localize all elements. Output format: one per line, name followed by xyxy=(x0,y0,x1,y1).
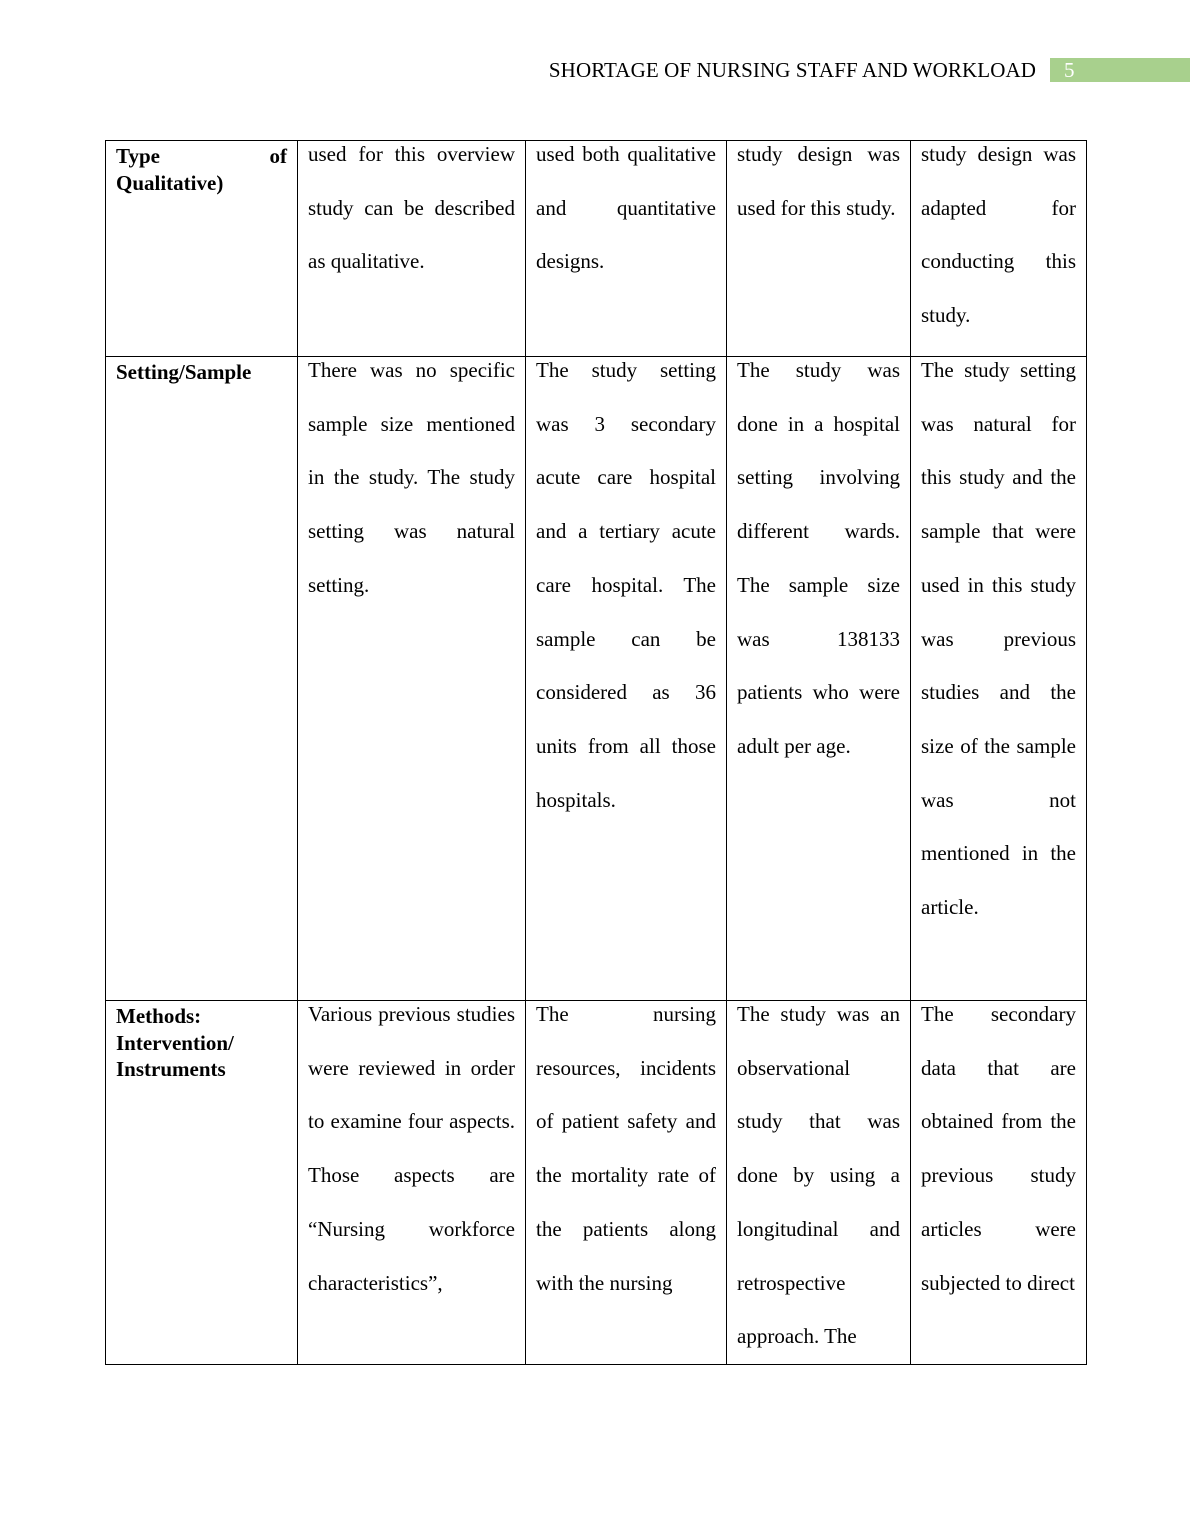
cell-text: Various previous studies were reviewed in order to examine four aspects. Those aspects are “Nursing workforce characteristics”, xyxy=(308,1002,515,1295)
cell-text: The secondary data that are obtained from the previous study articles were subjected to direct xyxy=(921,1002,1076,1295)
cell-text: The study setting was natural for this study and the sample that were used in this study was previous studies and the size of the sample was not mentioned in the article. xyxy=(921,358,1076,920)
table-cell xyxy=(911,141,1087,357)
table-cell xyxy=(526,141,727,357)
table-cell xyxy=(727,1001,911,1365)
table-cell xyxy=(298,357,526,1001)
cell-text: used for this overview study can be described as qualitative. xyxy=(308,142,515,274)
table-cell xyxy=(298,141,526,357)
row-label-cell xyxy=(106,357,298,1001)
cell-text: used both qualitative and quantitative designs. xyxy=(536,142,716,274)
page-number-badge: 5 xyxy=(1050,58,1190,82)
table-cell xyxy=(298,1001,526,1365)
table-cell xyxy=(911,1001,1087,1365)
table-row xyxy=(106,141,1087,357)
cell-text: study design was adapted for conducting this study. xyxy=(921,142,1076,328)
row-label: Setting/Sample xyxy=(116,360,252,384)
table-row xyxy=(106,1001,1087,1365)
table-cell xyxy=(911,357,1087,1001)
row-label: Type of Qualitative) xyxy=(116,144,287,195)
page-header xyxy=(549,57,1190,83)
cell-text: The study was an observational study that was done by using a longitudinal and retrospective approach. The xyxy=(737,1002,900,1349)
table-cell xyxy=(727,141,911,357)
row-label-cell xyxy=(106,141,298,357)
cell-text: The nursing resources, incidents of patient safety and the mortality rate of the patients along with the nursing xyxy=(536,1002,716,1295)
table-cell xyxy=(526,357,727,1001)
table-cell xyxy=(727,357,911,1001)
table-cell xyxy=(526,1001,727,1365)
cell-text: The study setting was 3 secondary acute care hospital and a tertiary acute care hospital. The sample can be considered as 36 units from all those hospitals. xyxy=(536,358,716,812)
table-row xyxy=(106,357,1087,1001)
row-label: Methods: Intervention/ Instruments xyxy=(116,1004,234,1081)
running-head-title: SHORTAGE OF NURSING STAFF AND WORKLOAD xyxy=(548,58,1036,82)
row-label-cell xyxy=(106,1001,298,1365)
literature-review-table xyxy=(105,140,1087,1365)
cell-text: study design was used for this study. xyxy=(737,142,900,220)
cell-text: There was no specific sample size mentioned in the study. The study setting was natural setting. xyxy=(308,358,515,597)
cell-text: The study was done in a hospital setting involving different wards. The sample size was 138133 patients who were adult per age. xyxy=(737,358,900,758)
